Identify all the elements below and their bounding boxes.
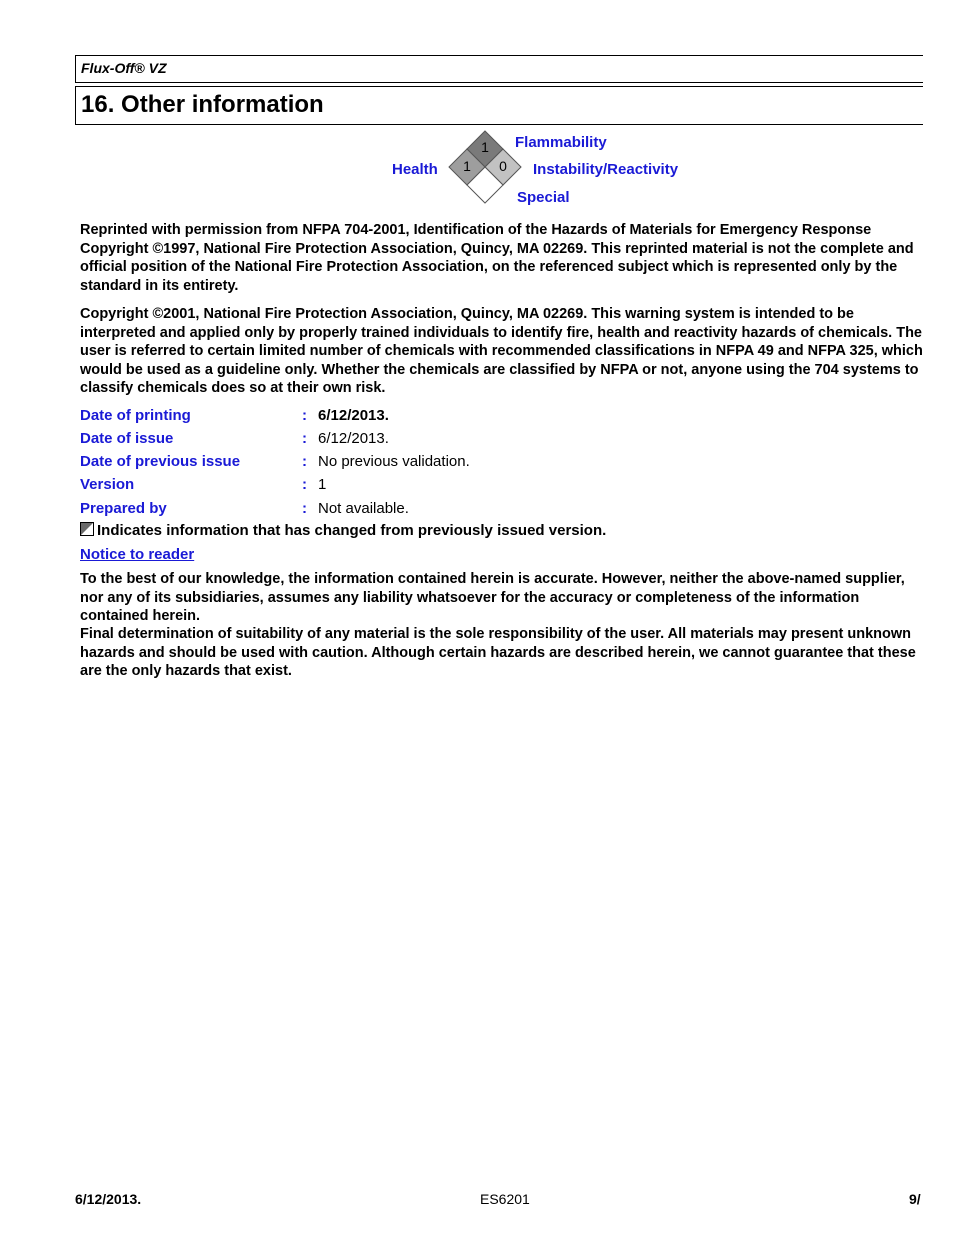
nfpa-health-value: 1 [463,158,471,174]
info-value: No previous validation. [318,453,470,470]
changed-marker-icon [80,522,94,536]
info-separator: : [302,407,307,424]
info-value: 1 [318,476,327,493]
notice-text-suitability: Final determination of suitability of any material is the sole responsibility of the user. All materials may present unknown hazards and should be used with caution. Although certain hazards are described herein, we cannot guarantee that these are the only hazards that exist. [80,626,916,680]
nfpa-health-label: Health [392,161,438,178]
info-separator: : [302,476,307,493]
notice-text-accuracy: To the best of our knowledge, the information contained herein is accurate. However, neither the above-named supplier, nor any of its subsidiaries, assumes any liability whatsoever for the accuracy or completeness of the information contained herein. [80,571,905,625]
info-separator: : [302,430,307,447]
footer-date: 6/12/2013. [75,1191,142,1207]
info-label: Prepared by [80,500,167,517]
section-header [75,86,923,125]
copyright-notice: Copyright ©2001, National Fire Protection Association, Quincy, MA 02269. This warning system is intended to be interpreted and applied only by properly trained individuals to identify fire, health and reactivity hazards of chemicals. The user is referred to certain limited number of chemicals with recommended classifications in NFPA 49 and NFPA 325, which would be used as a guideline only. Whether the chemicals are classified by NFPA or not, anyone using the 704 systems to classify chemicals does so at their own risk. [80,306,923,397]
info-label: Date of issue [80,430,174,447]
info-value: Not available. [318,500,409,517]
info-label: Version [80,476,135,493]
product-name-bar [75,55,923,83]
info-label: Date of previous issue [80,453,241,470]
nfpa-flammability-label: Flammability [515,134,607,151]
info-label: Date of printing [80,407,191,424]
nfpa-instability-label: Instability/Reactivity [533,161,679,178]
footer-document-code: ES6201 [480,1191,530,1207]
info-separator: : [302,453,307,470]
info-separator: : [302,500,307,517]
changed-info-note [80,522,606,539]
nfpa-diamond [446,130,524,208]
product-name: Flux-Off® VZ [81,60,167,76]
changed-note-text: Indicates information that has changed from previously issued version. [97,522,607,539]
info-value: 6/12/2013. [318,430,389,447]
nfpa-instability-value: 0 [499,158,507,174]
notice-to-reader-link[interactable]: Notice to reader [80,546,195,563]
nfpa-flammability-value: 1 [481,139,489,155]
section-title: 16. Other information [81,91,324,118]
reprint-notice: Reprinted with permission from NFPA 704-2001, Identification of the Hazards of Materials for Emergency Response Copyright ©1997, National Fire Protection Association, Quincy, MA 02269. This reprinted material is not the complete and official position of the National Fire Protection Association, on the referenced subject which is represented only by the standard in its entirety. [80,222,914,294]
nfpa-special-label: Special [517,189,570,206]
footer-page-number: 9/ [909,1191,921,1207]
info-value: 6/12/2013. [318,407,389,424]
